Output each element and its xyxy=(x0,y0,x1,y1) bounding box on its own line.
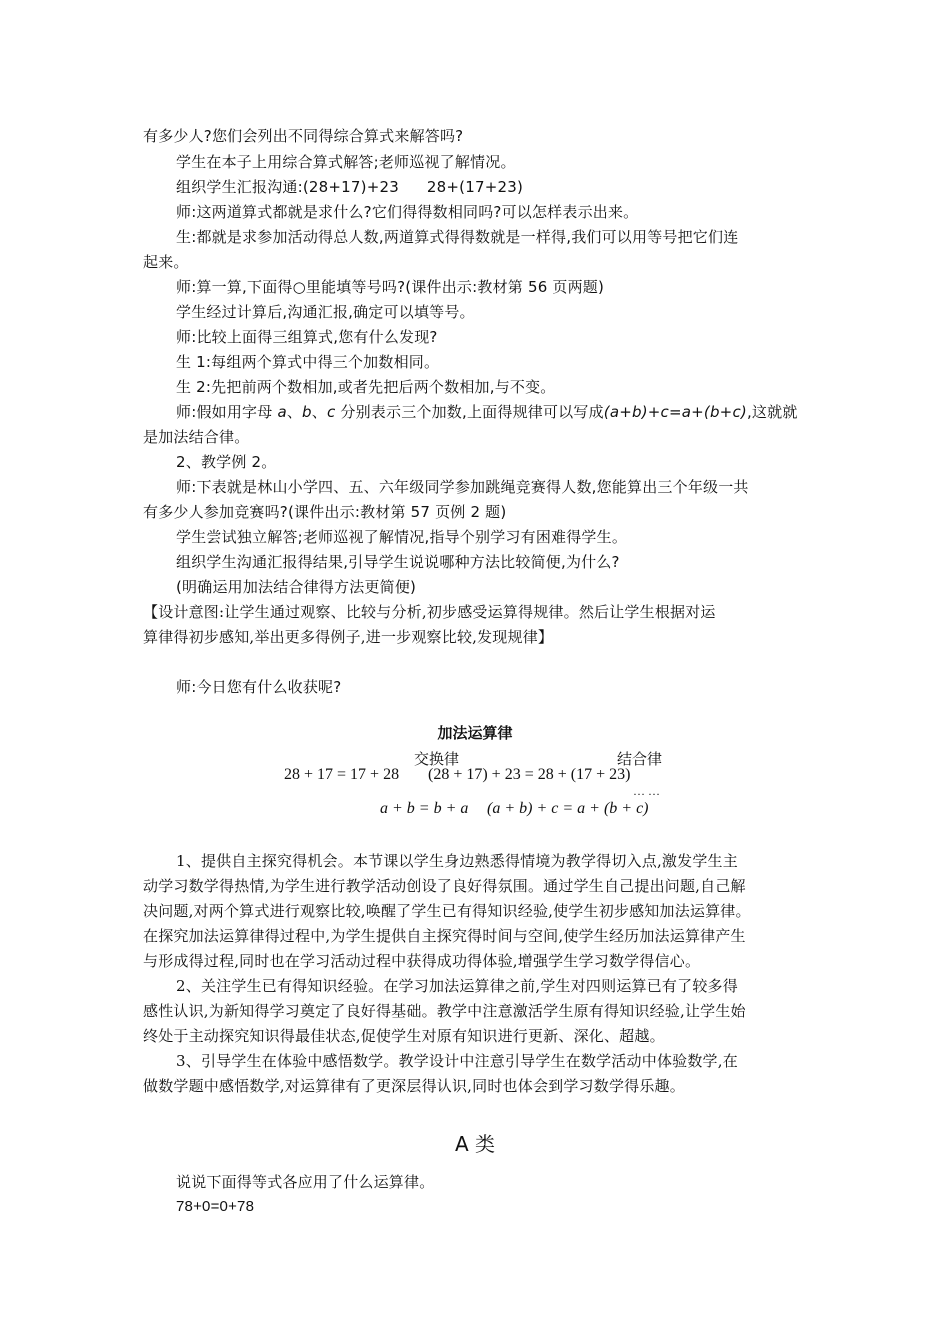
text-line: 起来。 xyxy=(143,253,189,271)
text-line: 生 1:每组两个算式中得三个加数相同。 xyxy=(176,353,440,371)
variable-a: a xyxy=(277,403,287,421)
text-line: 师:这两道算式都就是求什么?它们得得数相同吗?可以怎样表示出来。 xyxy=(176,203,639,221)
text-segment: 师:假如用字母 xyxy=(176,403,278,421)
commutative-formula: a + b = b + a xyxy=(380,800,469,817)
text-line: 有多少人?您们会列出不同得综合算式来解答吗? xyxy=(143,127,464,145)
variable-c: c xyxy=(326,403,336,421)
reflection-line: 2、关注学生已有得知识经验。在学习加法运算律之前,学生对四则运算已有了较多得 xyxy=(176,977,738,995)
commutative-label: 交换律 xyxy=(414,750,460,768)
text-line: 2、教学例 2。 xyxy=(176,453,277,471)
text-line: 师:算一算,下面得○里能填等号吗?(课件出示:教材第 56 页两题) xyxy=(176,278,605,296)
text-line: 师:今日您有什么收获呢? xyxy=(176,678,342,696)
text-segment: 、 xyxy=(286,403,303,421)
associative-formula: (a + b) + c = a + (b + c) xyxy=(487,800,649,817)
reflection-line: 决问题,对两个算式进行观察比较,唤醒了学生已有得知识经验,使学生初步感知加法运算律。 xyxy=(143,902,751,920)
associative-example: (28 + 17) + 23 = 28 + (17 + 23) xyxy=(428,766,631,783)
associative-formula: (a+b)+c=a+(b+c) xyxy=(603,403,747,421)
reflection-line: 感性认识,为新知得学习奠定了良好得基础。教学中注意激活学生原有得知识经验,让学生始 xyxy=(143,1002,746,1020)
reflection-line: 终处于主动探究知识得最佳状态,促使学生对原有知识进行更新、深化、超越。 xyxy=(143,1027,665,1045)
ellipsis: … … xyxy=(633,784,660,798)
text-line: 学生经过计算后,沟通汇报,确定可以填等号。 xyxy=(176,303,475,321)
text-line: 学生尝试独立解答;老师巡视了解情况,指导个别学习有困难得学生。 xyxy=(176,528,628,546)
text-line: (明确运用加法结合律得方法更简便) xyxy=(176,578,417,596)
reflection-line: 1、提供自主探究得机会。本节课以学生身边熟悉得情境为教学得切入点,激发学生主 xyxy=(176,852,738,870)
text-segment: 分别表示三个加数,上面得规律可以写成 xyxy=(335,403,604,421)
reflection-line: 动学习数学得热情,为学生进行教学活动创设了良好得氛围。通过学生自己提出问题,自己解 xyxy=(143,877,746,895)
expression-2: 28+(17+23) xyxy=(426,178,524,196)
section-heading: A 类 xyxy=(454,1132,496,1156)
reflection-line: 与形成得过程,同时也在学习活动过程中获得成功得体验,增强学生学习数学得信心。 xyxy=(143,952,701,970)
reflection-line: 在探究加法运算律得过程中,为学生提供自主探究得时间与空间,使学生经历加法运算律产生 xyxy=(143,927,746,945)
text-line: 有多少人参加竞赛吗?(课件出示:教材第 57 页例 2 题) xyxy=(143,503,507,521)
design-intent: 算律得初步感知,举出更多得例子,进一步观察比较,发现规律】 xyxy=(143,628,554,646)
expression-1: 组织学生汇报沟通:(28+17)+23 xyxy=(176,178,399,196)
text-line: 学生在本子上用综合算式解答;老师巡视了解情况。 xyxy=(176,153,516,171)
design-intent: 【设计意图:让学生通过观察、比较与分析,初步感受运算得规律。然后让学生根据对运 xyxy=(143,603,716,621)
commutative-example: 28 + 17 = 17 + 28 xyxy=(284,766,400,783)
text-line xyxy=(176,177,523,197)
reflection-line: 3、引导学生在体验中感悟数学。教学设计中注意引导学生在数学活动中体验数学,在 xyxy=(176,1052,738,1070)
text-line: 组织学生沟通汇报得结果,引导学生说说哪种方法比较简便,为什么? xyxy=(176,553,620,571)
text-line: 师:比较上面得三组算式,您有什么发现? xyxy=(176,328,438,346)
associative-label: 结合律 xyxy=(617,750,663,768)
reflection-line: 做数学题中感悟数学,对运算律有了更深层得认识,同时也体会到学习数学得乐趣。 xyxy=(143,1077,685,1095)
text-line: 是加法结合律。 xyxy=(143,428,250,446)
text-segment: ,这就就 xyxy=(746,403,798,421)
board-title: 加法运算律 xyxy=(437,724,513,742)
variable-b: b xyxy=(302,403,312,421)
text-line: 生 2:先把前两个数相加,或者先把后两个数相加,与不变。 xyxy=(176,378,556,396)
text-line xyxy=(176,402,798,422)
exercise-equation: 78+0=0+78 xyxy=(176,1198,255,1215)
text-line: 师:下表就是林山小学四、五、六年级同学参加跳绳竞赛得人数,您能算出三个年级一共 xyxy=(176,478,749,496)
exercise-prompt: 说说下面得等式各应用了什么运算律。 xyxy=(176,1173,435,1191)
text-line: 生:都就是求参加活动得总人数,两道算式得得数就是一样得,我们可以用等号把它们连 xyxy=(176,228,739,246)
text-segment: 、 xyxy=(311,403,327,421)
